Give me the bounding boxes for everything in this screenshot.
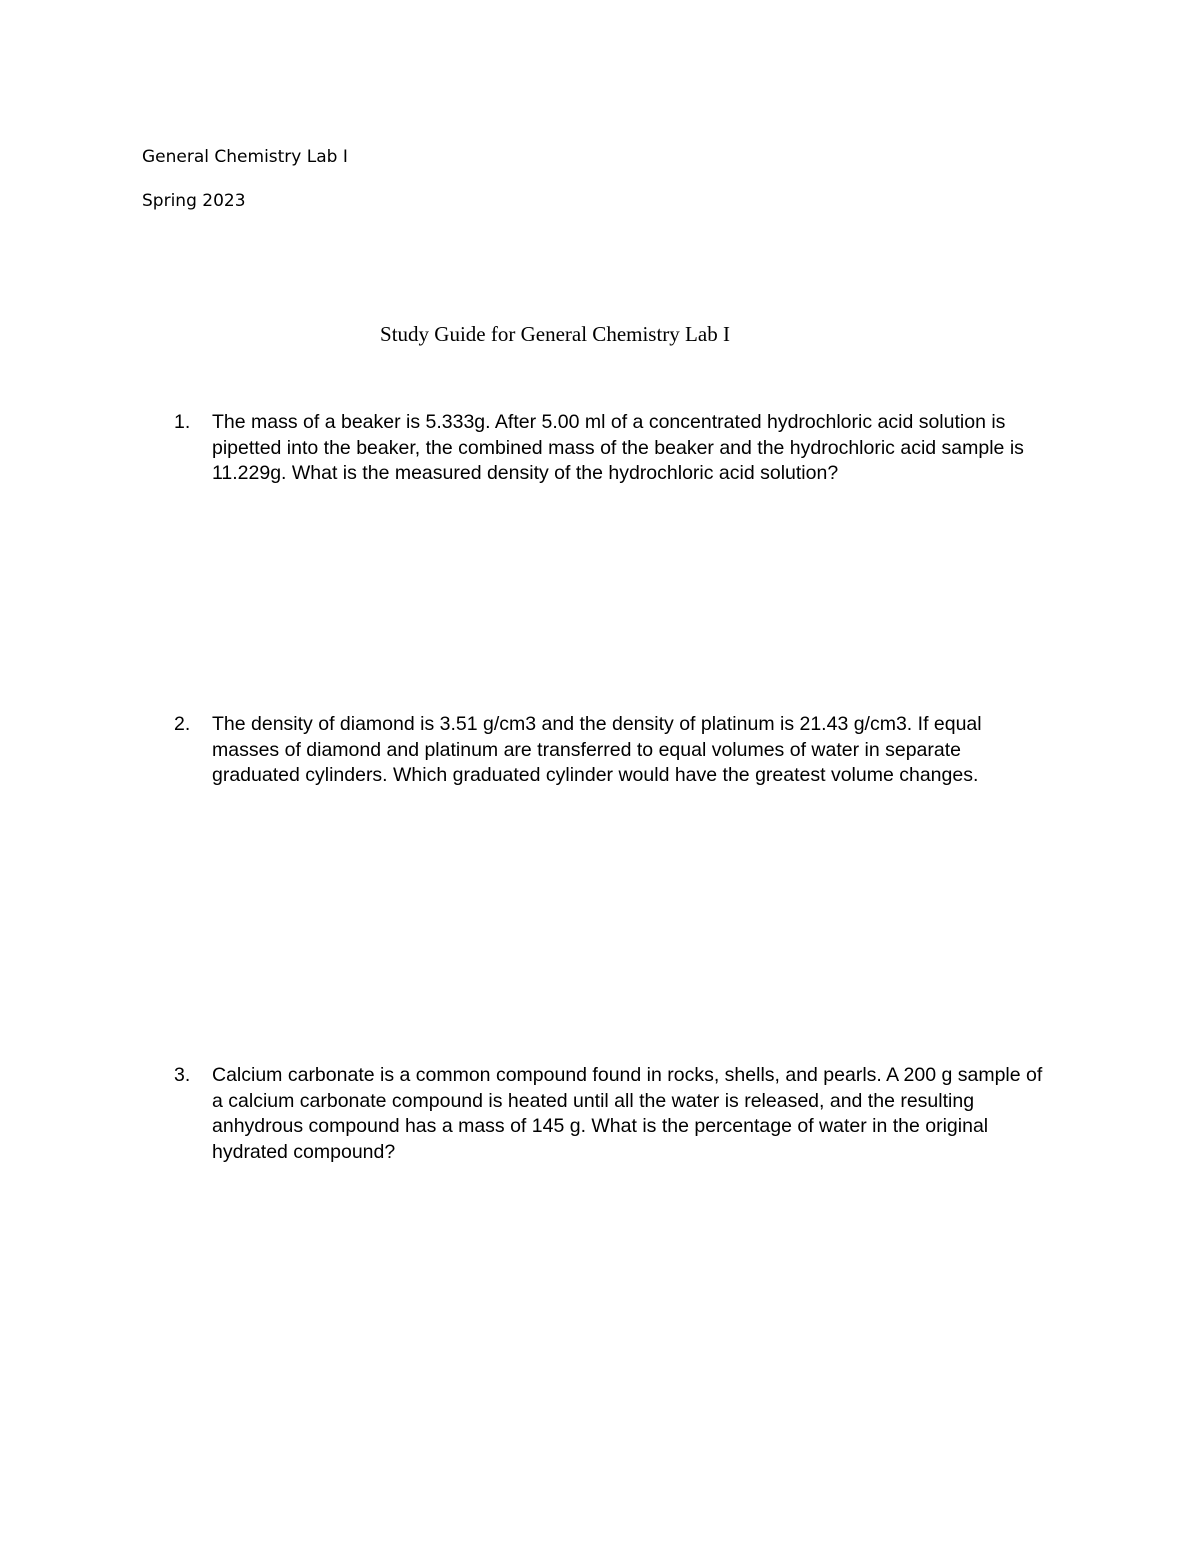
question-1 xyxy=(174,410,1054,487)
question-number: 2. xyxy=(174,713,191,735)
question-text: The mass of a beaker is 5.333g. After 5.00 ml of a concentrated hydrochloric acid solution is pipetted into the beaker, the combined mass of the beaker and the hydrochloric acid sample is 11.229g. What is the measured density of the hydrochloric acid solution? xyxy=(212,411,1024,484)
question-text: The density of diamond is 3.51 g/cm3 and the density of platinum is 21.43 g/cm3. If equal masses of diamond and platinum are transferred to equal volumes of water in separate graduated cylinders. Which graduated cylinder would have the greatest volume changes. xyxy=(212,713,982,786)
course-name: General Chemistry Lab I xyxy=(142,147,348,167)
question-number: 3. xyxy=(174,1064,191,1086)
question-number: 1. xyxy=(174,411,191,433)
document-title: Study Guide for General Chemistry Lab I xyxy=(380,322,730,346)
question-2 xyxy=(174,712,1054,789)
question-3 xyxy=(174,1063,1054,1165)
question-text: Calcium carbonate is a common compound found in rocks, shells, and pearls. A 200 g sample of a calcium carbonate compound is heated until all the water is released, and the resulting anhydrous compound has a mass of 145 g. What is the percentage of water in the original hydrated compound? xyxy=(212,1064,1043,1163)
semester: Spring 2023 xyxy=(142,191,246,211)
